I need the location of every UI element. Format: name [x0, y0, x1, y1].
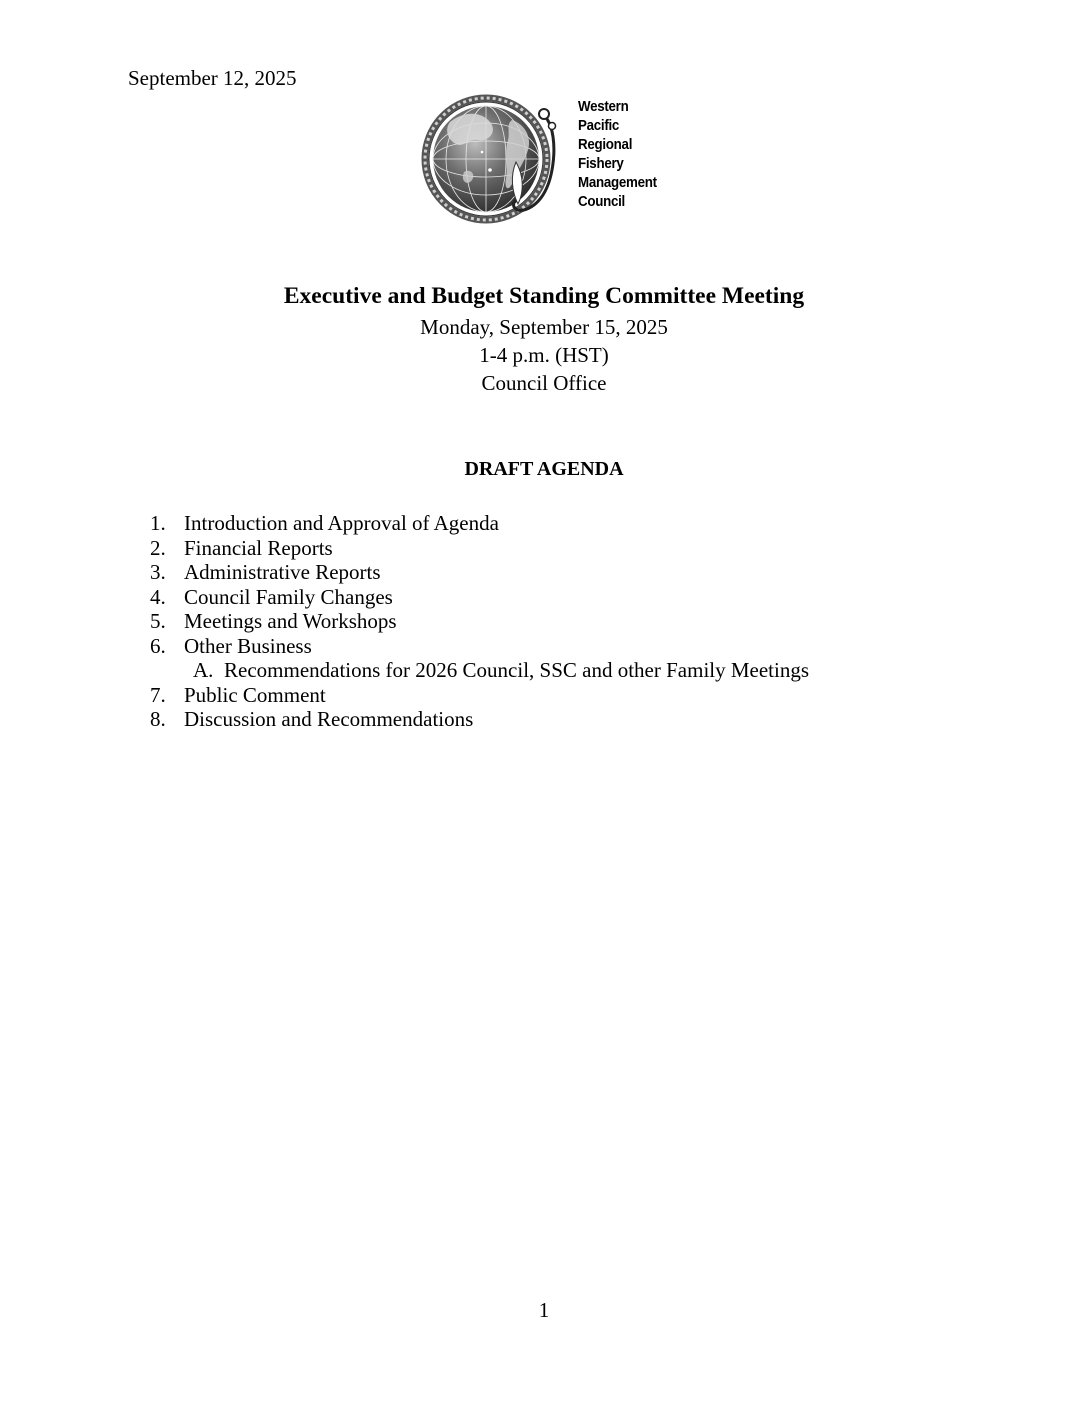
item-number: 4.	[150, 584, 166, 609]
item-text: Introduction and Approval of Agenda	[184, 511, 499, 535]
subitem-text: Recommendations for 2026 Council, SSC and other Family Meetings	[224, 658, 810, 682]
council-name-text	[578, 98, 657, 212]
council-logo	[420, 92, 680, 227]
logo-line-fishery: Fishery	[578, 156, 624, 172]
meeting-location: Council Office	[481, 371, 607, 395]
item-text: Administrative Reports	[184, 560, 381, 584]
item-text: Public Comment	[184, 682, 326, 707]
logo-line-western: Western	[578, 99, 629, 115]
item-text: Other Business	[184, 633, 312, 658]
item-number: 3.	[150, 560, 166, 584]
item-number: 8.	[150, 707, 166, 731]
item-number: 5.	[150, 609, 166, 633]
item-number: 1.	[150, 511, 166, 535]
item-number: 6.	[150, 633, 166, 658]
meeting-time: 1-4 p.m. (HST)	[479, 343, 609, 367]
meeting-title: Executive and Budget Standing Committee Meeting	[283, 283, 805, 309]
agenda-heading: DRAFT AGENDA	[464, 458, 624, 480]
item-number: 7.	[150, 682, 166, 707]
item-text: Meetings and Workshops	[184, 609, 397, 633]
page-number: 1	[538, 1298, 550, 1322]
logo-line-pacific: Pacific	[578, 118, 620, 134]
logo-line-management: Management	[578, 175, 657, 191]
logo-line-council: Council	[578, 194, 625, 210]
globe-emblem-icon	[420, 92, 570, 227]
subitem-letter: A.	[193, 658, 214, 682]
logo-line-regional: Regional	[578, 137, 633, 153]
document-date: September 12, 2025	[128, 66, 297, 90]
meeting-date: Monday, September 15, 2025	[420, 315, 668, 339]
item-number: 2.	[150, 535, 166, 560]
item-text: Council Family Changes	[184, 584, 393, 609]
item-text: Discussion and Recommendations	[184, 707, 474, 731]
item-text: Financial Reports	[184, 535, 333, 560]
